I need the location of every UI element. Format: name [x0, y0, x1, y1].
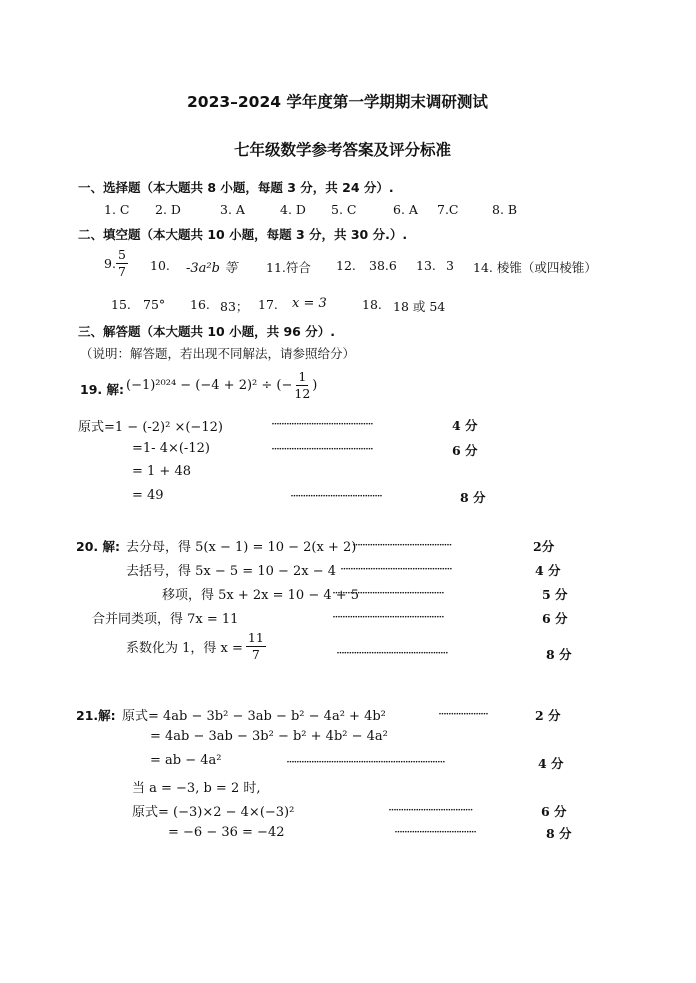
section3-note: （说明：解答题，若出现不同解法，请参照给分）: [80, 346, 356, 361]
q19-step-2: =1- 4×(-12): [132, 441, 210, 456]
q20-step-5-denominator: 7: [251, 646, 260, 662]
fill-answer-13-label: 13.: [416, 258, 436, 273]
fill-answer-13: 3: [446, 258, 454, 273]
q21-step-3-score: 4 分: [538, 756, 564, 771]
fill-answer-17: x = 3: [292, 296, 327, 311]
mc-answer-7: 7.C: [437, 202, 459, 217]
mc-answer-4: 4. D: [280, 202, 306, 217]
q20-step-5-fraction: [246, 632, 266, 661]
q20-step-2: 去括号，得 5x − 5 = 10 − 2x − 4: [126, 564, 337, 579]
q21-step-6: = −6 − 36 = −42: [168, 825, 285, 840]
fill-answer-16-label: 16.: [190, 297, 210, 312]
mc-answer-2: 2. D: [155, 202, 181, 217]
document-title: 2023–2024 学年度第一学期期末调研测试: [187, 93, 488, 111]
fill-answer-15-label: 15.: [111, 297, 131, 312]
q21-step-1-score: 2 分: [535, 708, 561, 723]
q19-problem-denominator: 12: [294, 385, 311, 401]
q20-step-5-numerator: 11: [247, 630, 264, 645]
q21-step-1-dots: ····················: [438, 706, 488, 721]
q21-step-5-score: 6 分: [541, 804, 567, 819]
fill-answer-14: 14. 棱锥（或四棱锥）: [473, 260, 597, 275]
section2-heading: 二、填空题（本大题共 10 小题，每题 3 分，共 30 分.）.: [78, 227, 408, 242]
fill-answer-18: 18 或 54: [393, 299, 446, 314]
q21-step-3-dots: ································································: [286, 754, 445, 769]
q21-step-1: 原式= 4ab − 3b² − 3ab − b² − 4a² + 4b²: [122, 709, 386, 724]
q20-step-1-score: 2分: [533, 539, 555, 554]
q19-problem-fraction: [292, 371, 312, 400]
fill-answer-10-label: 10.: [150, 258, 170, 273]
q21-step-6-score: 8 分: [546, 826, 572, 841]
section3-heading: 三、解答题（本大题共 10 小题，共 96 分）.: [78, 324, 335, 339]
q21-step-5: 原式= (−3)×2 − 4×(−3)²: [132, 805, 295, 820]
q9-label: 9.: [104, 256, 116, 271]
q21-label: 21.解:: [76, 708, 116, 723]
fill-answer-11: 11.符合: [266, 260, 311, 275]
q20-step-5-dots: ·············································: [336, 645, 448, 660]
mc-answer-5: 5. C: [331, 202, 357, 217]
q19-problem-numerator: 1: [298, 369, 307, 384]
section1-heading: 一、选择题（本大题共 8 小题，每题 3 分，共 24 分）.: [78, 180, 394, 195]
q9-numerator: 5: [117, 247, 126, 262]
fill-answer-16: 83；: [220, 299, 249, 314]
mc-answer-1: 1. C: [104, 202, 130, 217]
q20-step-2-score: 4 分: [535, 563, 561, 578]
fill-answer-18-label: 18.: [362, 297, 382, 312]
q20-step-3-score: 5 分: [542, 587, 568, 602]
q19-problem-text: (−1)²⁰²⁴ − (−4 + 2)² ÷ (−: [126, 378, 293, 393]
fill-answer-9: [104, 249, 128, 278]
q19-step-1: 原式=1 − (-2)² ×(−12): [78, 420, 223, 435]
q21-step-4: 当 a = −3, b = 2 时,: [132, 781, 261, 796]
q19-step-4: = 49: [132, 488, 164, 503]
q19-problem-close: ): [312, 378, 318, 393]
q20-step-5-score: 8 分: [546, 647, 572, 662]
q20-step-4: 合并同类项，得 7x = 11: [92, 612, 239, 627]
q21-step-5-dots: ··································: [388, 802, 473, 817]
q9-denominator: 7: [117, 263, 126, 279]
q20-step-4-score: 6 分: [542, 611, 568, 626]
fill-answer-12: 38.6: [369, 258, 397, 273]
q19-step-1-score: 4 分: [452, 418, 478, 433]
fill-answer-17-label: 17.: [258, 297, 278, 312]
q21-step-6-dots: ·································: [394, 824, 476, 839]
fill-answer-12-label: 12.: [336, 258, 356, 273]
q20-label: 20. 解:: [76, 539, 120, 554]
q21-step-2: = 4ab − 3ab − 3b² − b² + 4b² − 4a²: [150, 729, 388, 744]
q20-step-5-text: 系数化为 1，得 x =: [126, 641, 243, 656]
q19-step-4-dots: ·····································: [290, 488, 382, 503]
q19-step-2-dots: ·········································: [271, 441, 373, 456]
mc-answer-3: 3. A: [220, 202, 245, 217]
document-subtitle: 七年级数学参考答案及评分标准: [234, 141, 452, 159]
q19-label: 19. 解:: [80, 382, 124, 397]
q19-step-3: = 1 + 48: [132, 464, 191, 479]
q20-step-4-dots: ·············································: [332, 609, 444, 624]
q20-step-2-dots: ·············································: [340, 561, 452, 576]
mc-answer-8: 8. B: [492, 202, 518, 217]
q19-problem: [126, 371, 317, 400]
q19-step-1-dots: ·········································: [271, 416, 373, 431]
q20-step-5: [126, 632, 266, 661]
fill-answer-10: -3a²b 等: [186, 261, 238, 276]
q20-step-3-dots: ·············································: [332, 585, 444, 600]
q20-step-1-dots: ········································: [352, 537, 451, 552]
q20-step-1: 去分母，得 5(x − 1) = 10 − 2(x + 2): [126, 540, 357, 555]
q19-step-2-score: 6 分: [452, 443, 478, 458]
q21-step-3: = ab − 4a²: [150, 753, 222, 768]
q9-fraction: [116, 249, 128, 278]
q19-step-4-score: 8 分: [460, 490, 486, 505]
fill-answer-15: 75°: [143, 297, 166, 312]
q20-step-3: 移项，得 5x + 2x = 10 − 4 + 5: [162, 588, 360, 603]
mc-answer-6: 6. A: [393, 202, 418, 217]
